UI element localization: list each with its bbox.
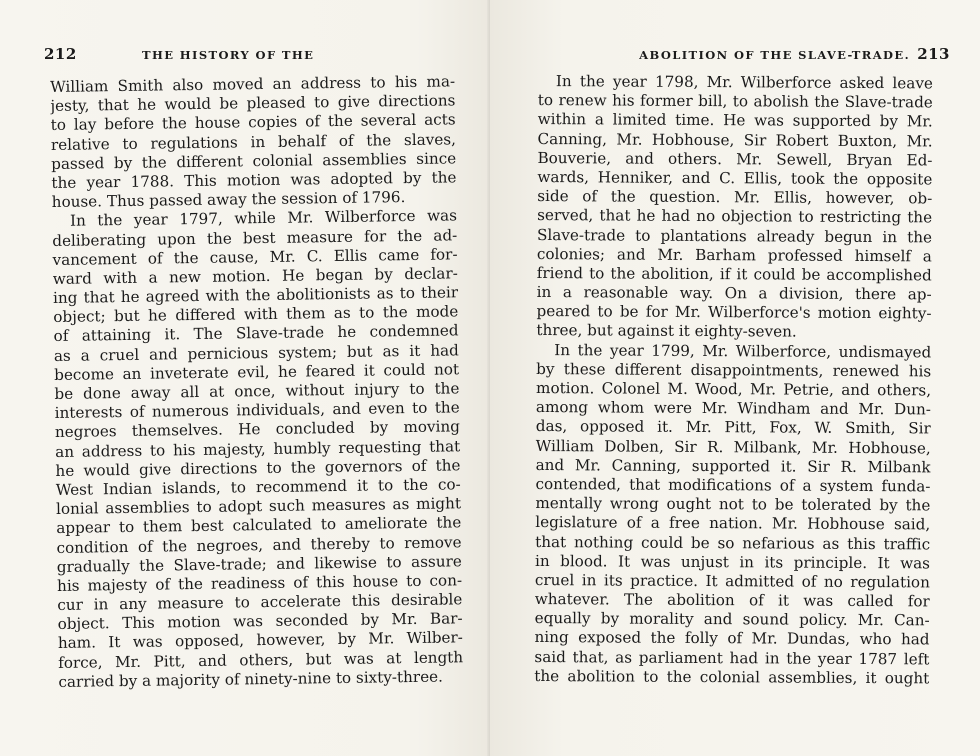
text-line: deliberating upon the best measure for the ad- — [52, 225, 458, 250]
text-line: peared to be for Mr. Wilberforce's motion eighty- — [536, 302, 932, 323]
text-line: house. Thus passed away the session of 1796. — [51, 188, 406, 212]
right-running-head: ABOLITION OF THE SLAVE-TRADE. — [639, 48, 910, 62]
text-line: mentally wrong ought not to be tolerated by the — [535, 494, 931, 515]
text-line: legislature of a free nation. Mr. Hobhouse said, — [535, 513, 931, 534]
text-line: William Smith also moved an address to his ma- — [50, 72, 456, 96]
right-page-number: 213 — [917, 45, 950, 63]
left-page-number: 212 — [44, 45, 77, 63]
text-line: friend to the abolition, if it could be accomplished — [536, 263, 932, 285]
text-line: cur in any measure to accelerate this desirable — [57, 590, 463, 615]
text-line: passed by the different colonial assemblies since — [51, 149, 457, 173]
right-page-text — [534, 72, 933, 688]
text-line: to renew his former bill, to abolish the Slave-trade — [537, 91, 933, 112]
text-line: appear to them best calculated to ameliorate the — [56, 513, 462, 538]
text-line: motion. Colonel M. Wood, Mr. Petrie, and others, — [536, 378, 932, 400]
text-line: In the year 1797, while Mr. Wilberforce was — [69, 206, 458, 231]
text-line: and Mr. Canning, supported it. Sir R. Milbank — [535, 455, 931, 477]
left-page-header — [44, 45, 464, 70]
text-line: contended, that modifications of a system funda- — [535, 474, 931, 496]
text-line: within a limited time. He was supported by Mr. — [537, 110, 933, 131]
text-line: object. This motion was seconded by Mr. Bar- — [57, 609, 463, 634]
text-line: by these different disappointments, renewed his — [536, 359, 932, 381]
text-line: relative to regulations in behalf of the slaves, — [50, 129, 457, 154]
text-line: ning exposed the folly of Mr. Dundas, who had — [534, 628, 930, 649]
text-line: his majesty of the readiness of this house to con- — [56, 571, 463, 595]
text-line: whatever. The abolition of it was called for — [534, 590, 930, 611]
text-line: equally by morality and sound policy. Mr. Can- — [534, 609, 930, 630]
text-line: the abolition to the colonial assemblies, it ought — [534, 666, 930, 688]
text-line: object; but he differed with them as to the mode — [53, 302, 459, 327]
text-line: an address to his majesty, humbly requesting that — [55, 436, 461, 461]
text-line: served, that he had no objection to restricting the — [537, 206, 933, 227]
text-line: in blood. It was unjust in its principle. It was — [534, 551, 931, 573]
text-line: be done away all at once, without injury to the — [54, 379, 460, 403]
text-line: among whom were Mr. Windham and Mr. Dun- — [535, 398, 932, 419]
text-line: West Indian islands, to recommend it to the co- — [55, 475, 461, 499]
text-line: gradually the Slave-trade; and likewise to assure — [56, 551, 462, 576]
text-line: ing that he agreed with the abolitionists as to their — [52, 283, 459, 308]
text-line: force, Mr. Pitt, and others, but was at length — [58, 647, 464, 672]
left-running-head: THE HISTORY OF THE — [142, 48, 315, 62]
text-line: he would give directions to the governors of the — [55, 456, 461, 480]
text-line: William Dolben, Sir R. Milbank, Mr. Hobhouse, — [535, 436, 931, 457]
text-line: wards, Henniker, and C. Ellis, took the opposite — [537, 167, 933, 189]
text-line: to lay before the house copies of the several acts — [50, 110, 456, 135]
text-line: as a cruel and pernicious system; but as it had — [53, 340, 459, 365]
text-line: become an inveterate evil, he feared it could not — [54, 360, 460, 384]
text-line: negroes themselves. He concluded by moving — [54, 417, 461, 442]
text-line: condition of the negroes, and thereby to remove — [56, 532, 462, 557]
right-page-header — [540, 45, 950, 70]
text-line: carried by a majority of ninety-nine to sixty-three. — [58, 667, 444, 691]
text-line: colonies; and Mr. Barham professed himself a — [536, 244, 932, 266]
text-line: cruel in its practice. It admitted of no regulation — [534, 570, 930, 592]
right-page — [490, 0, 980, 756]
text-line: said that, as parliament had in the year 1787 left — [534, 647, 930, 669]
text-line: that nothing could be so nefarious as this traffic — [535, 532, 931, 553]
text-line: the year 1788. This motion was adopted by the — [51, 168, 457, 192]
text-line: ham. It was opposed, however, by Mr. Wilber- — [57, 628, 463, 653]
text-line: Canning, Mr. Hobhouse, Sir Robert Buxton, Mr. — [537, 129, 933, 150]
text-line: vancement of the cause, Mr. C. Ellis came for- — [52, 245, 458, 269]
text-line: Bouverie, and others. Mr. Sewell, Bryan Ed- — [537, 148, 933, 170]
text-line: In the year 1798, Mr. Wilberforce asked leave — [555, 72, 933, 93]
text-line: three, but against it eighty-seven. — [536, 321, 797, 342]
text-line: side of the question. Mr. Ellis, however, ob- — [537, 187, 933, 208]
text-line: Slave-trade to plantations already begun in the — [536, 225, 933, 246]
text-line: of attaining it. The Slave-trade he condemned — [53, 321, 459, 346]
text-line: in a reasonable way. On a division, there ap- — [536, 283, 932, 304]
text-line: lonial assemblies to adopt such measures as might — [55, 494, 462, 519]
text-line: In the year 1799, Mr. Wilberforce, undismayed — [554, 340, 932, 362]
left-page-text — [50, 72, 464, 692]
text-line: interests of numerous individuals, and even to the — [54, 398, 460, 423]
text-line: ward with a new motion. He began by declar- — [52, 264, 458, 288]
text-line: das, opposed it. Mr. Pitt, Fox, W. Smith, Sir — [535, 417, 931, 438]
text-line: jesty, that he would be pleased to give directions — [50, 91, 456, 116]
